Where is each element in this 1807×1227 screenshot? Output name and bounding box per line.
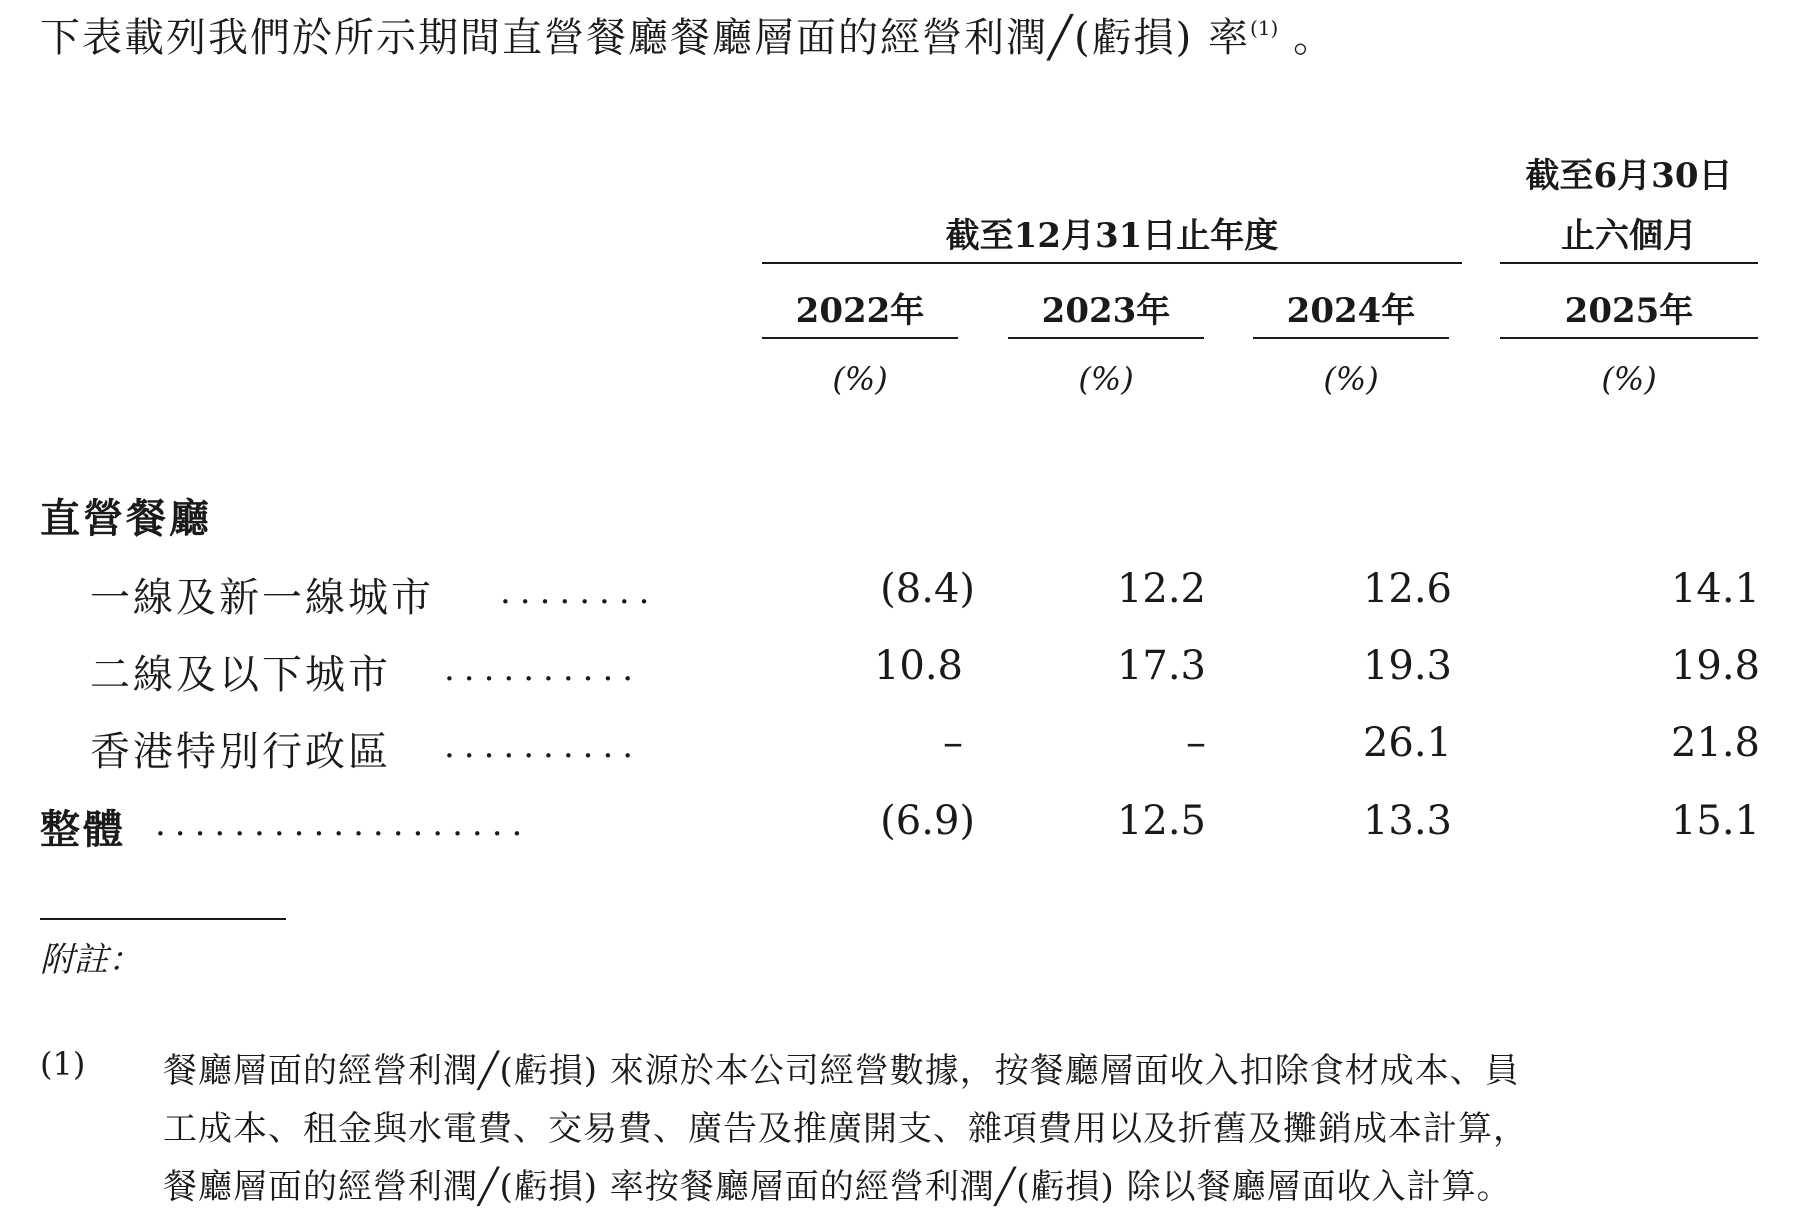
cell-value: 14.1 [1670, 566, 1760, 612]
intro-period: 。 [1278, 15, 1336, 61]
unit-label-2022: (%) [832, 360, 888, 398]
unit-label-2025: (%) [1601, 360, 1657, 398]
cell-value: – [943, 720, 963, 766]
column-rule-2022 [762, 337, 958, 339]
dot-leader: ........ [500, 572, 659, 612]
cell-value: 19.3 [1362, 643, 1452, 689]
interim-header-rule [1500, 262, 1758, 264]
cell-value: – [1186, 720, 1206, 766]
total-cell-value: (6.9) [880, 798, 975, 844]
intro-sentence [40, 6, 1335, 63]
interim-period-header-line1: 截至6月30日 [1525, 156, 1733, 196]
column-header-2023: 2023年 [1041, 291, 1171, 331]
interim-period-header-line2: 止六個月 [1561, 216, 1697, 256]
dot-leader: ................... [155, 804, 532, 844]
total-cell-value: 12.5 [1116, 798, 1206, 844]
column-header-2024: 2024年 [1286, 291, 1416, 331]
note-line: 餐廳層面的經營利潤╱(虧損) 來源於本公司經營數據，按餐廳層面收入扣除食材成本、員 [163, 1051, 1520, 1091]
intro-text: 下表載列我們於所示期間直營餐廳餐廳層面的經營利潤╱(虧損) 率 [40, 15, 1251, 61]
row-label: 香港特別行政區 [90, 729, 391, 775]
cell-value: (8.4) [880, 566, 975, 612]
annual-header-rule [762, 262, 1462, 264]
unit-label-2023: (%) [1078, 360, 1134, 398]
note-line: 餐廳層面的經營利潤╱(虧損) 率按餐廳層面的經營利潤╱(虧損) 除以餐廳層面收入計算。 [163, 1167, 1512, 1207]
footnote-reference: (1) [1250, 16, 1279, 40]
cell-value: 17.3 [1116, 643, 1206, 689]
row-label: 一線及新一線城市 [90, 575, 434, 621]
note-number: (1) [40, 1045, 86, 1083]
total-cell-value: 13.3 [1362, 798, 1452, 844]
notes-separator [40, 918, 286, 920]
row-label: 二線及以下城市 [90, 652, 391, 698]
column-header-2025: 2025年 [1564, 291, 1694, 331]
column-rule-2023 [1008, 337, 1204, 339]
cell-value: 12.2 [1116, 566, 1206, 612]
total-row-label: 整體 [40, 806, 126, 853]
column-rule-2025 [1500, 337, 1758, 339]
dot-leader: .......... [444, 649, 643, 689]
section-title: 直營餐廳 [40, 495, 212, 542]
dot-leader: .......... [444, 726, 643, 766]
notes-heading: 附註： [40, 940, 142, 980]
cell-value: 19.8 [1670, 643, 1760, 689]
cell-value: 12.6 [1362, 566, 1452, 612]
note-line: 工成本、租金與水電費、交易費、廣告及推廣開支、雜項費用以及折舊及攤銷成本計算， [163, 1109, 1528, 1149]
column-header-2022: 2022年 [795, 291, 925, 331]
annual-period-header: 截至12月31日止年度 [945, 216, 1279, 256]
column-rule-2024 [1253, 337, 1449, 339]
cell-value: 26.1 [1362, 720, 1452, 766]
total-cell-value: 15.1 [1670, 798, 1760, 844]
cell-value: 21.8 [1670, 720, 1760, 766]
unit-label-2024: (%) [1323, 360, 1379, 398]
cell-value: 10.8 [873, 643, 963, 689]
